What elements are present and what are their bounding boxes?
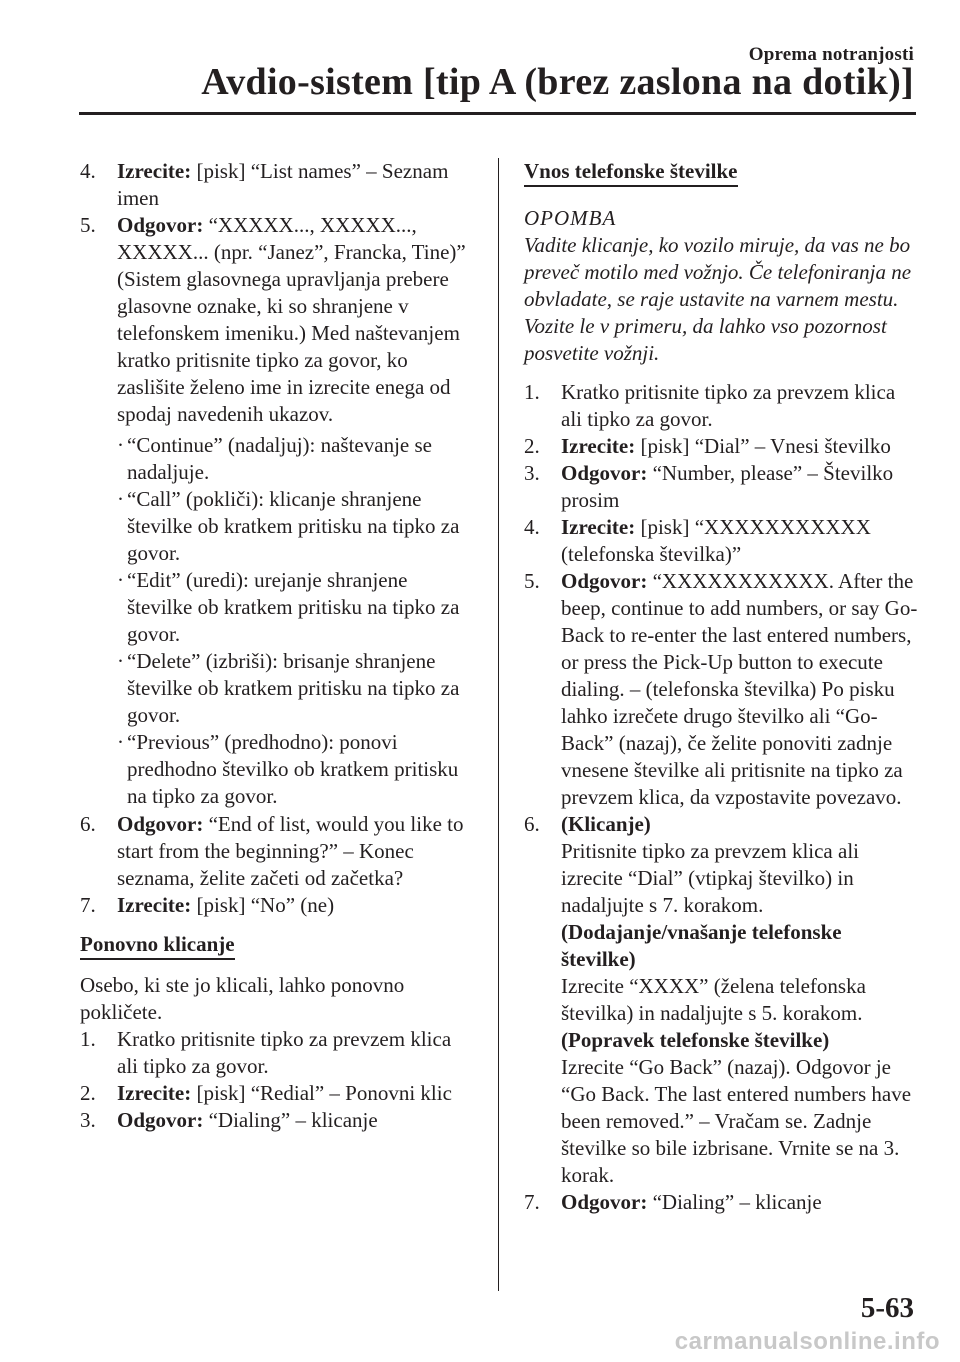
bullet-dot-icon: ·: [117, 487, 124, 511]
step-number: 1.: [80, 1027, 96, 1051]
section-label: Oprema notranjosti: [748, 44, 914, 65]
step-text: “End of list, would you like to start from the beginning?” – Konec seznama, želite začeti od začetka?: [117, 812, 464, 890]
page-number: 5-63: [860, 1292, 914, 1324]
subheading-dialing: (Klicanje): [561, 812, 651, 836]
right-column: [524, 158, 918, 1216]
step-number: 2.: [80, 1081, 96, 1105]
step-number: 6.: [80, 812, 96, 836]
step-label: Odgovor:: [117, 812, 204, 836]
list-item: [524, 433, 918, 460]
step-number: 7.: [80, 893, 96, 917]
list-item: [80, 892, 468, 919]
step-number: 5.: [80, 213, 96, 237]
step-number: 7.: [524, 1190, 540, 1214]
step-text: “Dialing” – klicanje: [203, 1108, 378, 1132]
subtext-correct-number: Izrecite “Go Back” (nazaj). Odgovor je “Go Back. The last entered numbers have been removed.” – Vračam se. Zadnje številke so bile izbrisane. Vrnite se na 3. korak.: [561, 1055, 912, 1187]
redial-intro: Osebo, ki ste jo klicali, lahko ponovno pokličete.: [80, 973, 405, 1024]
step-label: Odgovor:: [117, 213, 204, 237]
list-item: [80, 1107, 468, 1134]
step-number: 5.: [524, 569, 540, 593]
subtext-add-number: Izrecite “XXXX” (želena telefonska številka) in nadaljujte s 5. korakom.: [561, 974, 866, 1025]
subtext-dialing: Pritisnite tipko za prevzem klica ali izrecite “Dial” (vtipkaj številko) in nadaljujte s 7. korakom.: [561, 839, 859, 917]
page-title: Avdio-sistem [tip A (brez zaslona na dotik)]: [201, 61, 914, 103]
list-item: [524, 811, 918, 1189]
list-item: [80, 1080, 468, 1107]
step-text: “XXXXXXXXXXX. After the beep, continue to add numbers, or say Go-Back to re-enter the last entered numbers, or press the Pick-Up button to execute dialing. – (telefonska številka) Po pisku lahko izrečete drugo številko ali “Go-Back” (nazaj), če želite ponoviti zadnje vnesene številke ali pritisnite na tipko za prevzem klica, da vzpostavite povezavo.: [561, 569, 918, 809]
command-list: [117, 432, 468, 810]
step-label: Izrecite:: [117, 159, 192, 183]
step-text: “XXXXX..., XXXXX..., XXXXX... (npr. “Janez”, Francka, Tine)” (Sistem glasovnega upravljanja prebere glasovne oznake, ki so shranjene v telefonskem imeniku.) Med naštevanjem kratko pritisnite tipko za govor, ko zaslišite želeno ime in izrecite enega od spodaj navedenih ukazov.: [117, 213, 466, 426]
watermark: carmanualsonline.info: [674, 1328, 940, 1355]
step-text: Kratko pritisnite tipko za prevzem klica ali tipko za govor.: [561, 380, 896, 431]
step-text: [pisk] “No” (ne): [191, 893, 335, 917]
note-title: OPOMBA: [524, 206, 617, 230]
step-text: [pisk] “XXXXXXXXXXX (telefonska številka)”: [561, 515, 871, 566]
section-heading-dial: Vnos telefonske številke: [524, 159, 738, 187]
step-label: Izrecite:: [561, 434, 636, 458]
list-item: [80, 811, 468, 892]
step-label: Izrecite:: [117, 893, 192, 917]
bullet-item: · “Delete” (izbriši): brisanje shranjene številke ob kratkem pritisku na tipko za govor.: [117, 649, 460, 727]
bullet-item: · “Previous” (predhodno): ponovi predhodno številko ob kratkem pritisku na tipko za govor.: [117, 730, 459, 808]
step-number: 6.: [524, 812, 540, 836]
column-divider: [498, 158, 499, 1291]
step-number: 2.: [524, 434, 540, 458]
subheading-add-number: (Dodajanje/vnašanje telefonske številke): [561, 920, 842, 971]
bullet-item: · “Call” (pokliči): klicanje shranjene številke ob kratkem pritisku na tipko za govor.: [117, 487, 460, 565]
bullet-item: · “Edit” (uredi): urejanje shranjene številke ob kratkem pritisku na tipko za govor.: [117, 568, 460, 646]
left-column: [80, 158, 468, 1134]
list-item: [80, 212, 468, 428]
list-item: [524, 379, 918, 433]
header-rule: [79, 112, 916, 115]
step-number: 4.: [524, 515, 540, 539]
step-label: Odgovor:: [561, 461, 648, 485]
step-label: Izrecite:: [117, 1081, 192, 1105]
step-number: 1.: [524, 380, 540, 404]
step-text: “Dialing” – klicanje: [647, 1190, 822, 1214]
step-label: Odgovor:: [561, 1190, 648, 1214]
list-item: [524, 514, 918, 568]
bullet-dot-icon: ·: [117, 433, 124, 457]
step-number: 3.: [80, 1108, 96, 1132]
step-text: Kratko pritisnite tipko za prevzem klica ali tipko za govor.: [117, 1027, 452, 1078]
step-text: [pisk] “List names” – Seznam imen: [117, 159, 449, 210]
bullet-dot-icon: ·: [117, 649, 124, 673]
list-item: [524, 1189, 918, 1216]
list-item: [524, 568, 918, 811]
step-number: 4.: [80, 159, 96, 183]
bullet-item: · “Continue” (nadaljuj): naštevanje se nadaljuje.: [117, 433, 432, 484]
bullet-dot-icon: ·: [117, 568, 124, 592]
step-label: Odgovor:: [117, 1108, 204, 1132]
step-label: Odgovor:: [561, 569, 648, 593]
list-item: [80, 1026, 468, 1080]
subheading-correct-number: (Popravek telefonske številke): [561, 1028, 830, 1052]
bullet-dot-icon: ·: [117, 730, 124, 754]
note-text: Vadite klicanje, ko vozilo miruje, da vas ne bo preveč motilo med vožnjo. Če telefoniranja ne obvladate, se raje ustavite na varnem mestu. Vozite le v primeru, da lahko vso pozornost posvetite vožnji.: [524, 233, 912, 365]
step-text: [pisk] “Dial” – Vnesi številko: [635, 434, 891, 458]
step-text: “Number, please” – Številko prosim: [561, 461, 894, 512]
list-item: [524, 460, 918, 514]
step-label: Izrecite:: [561, 515, 636, 539]
list-item: [80, 158, 468, 212]
section-heading-redial: Ponovno klicanje: [80, 932, 235, 960]
step-number: 3.: [524, 461, 540, 485]
step-text: [pisk] “Redial” – Ponovni klic: [191, 1081, 452, 1105]
